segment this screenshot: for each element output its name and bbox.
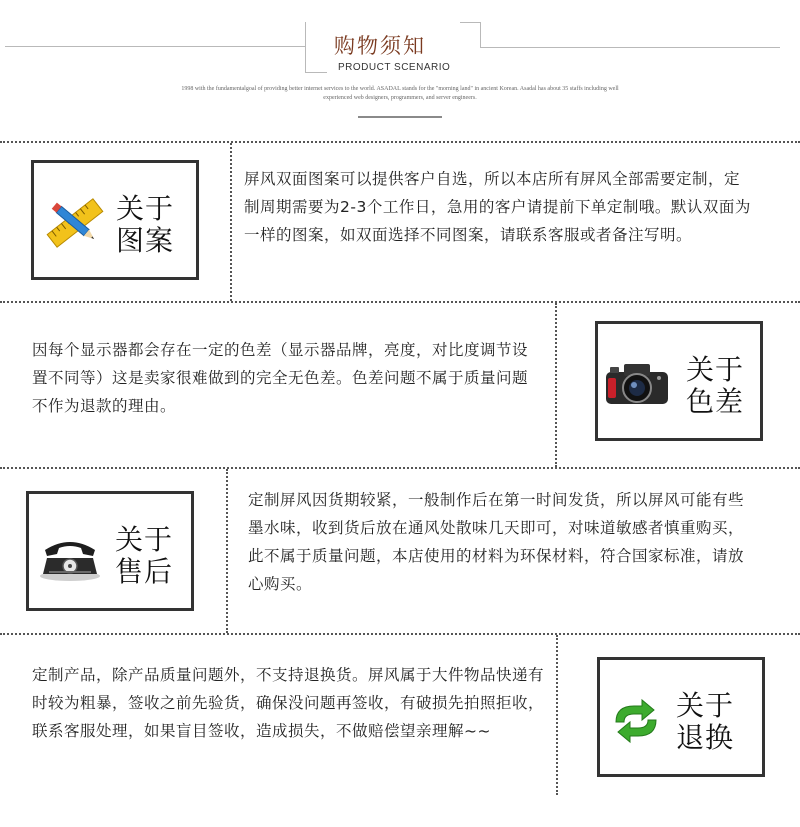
badge-pattern — [31, 160, 199, 280]
badge-aftersales — [26, 491, 194, 611]
badge-return — [597, 657, 765, 777]
badge-pattern-label: 关于 图案 — [116, 192, 175, 257]
header-rule-left — [5, 46, 305, 47]
header-bracket-left — [305, 22, 306, 72]
column-divider-3 — [226, 469, 228, 633]
section-aftersales-text: 定制屏风因货期较紧，一般制作后在第一时间发货，所以屏风可能有些墨水味，收到货后放在通风处散味几天即可，对味道敏感者慎重购买，此不属于质量问题，本店使用的材料为环保材料，符合国家标准，请放心购买。 — [248, 491, 745, 593]
page-subtitle: PRODUCT SCENARIO — [338, 62, 451, 73]
column-divider-2 — [555, 303, 557, 467]
header-bracket-right-top — [460, 22, 480, 23]
separator-3 — [0, 467, 800, 469]
header-bracket-right — [480, 22, 481, 48]
separator-4 — [0, 633, 800, 635]
refresh-arrows-icon — [608, 698, 664, 748]
header-divider-bar — [358, 116, 442, 118]
header-bracket-left-bottom — [305, 72, 327, 73]
ruler-pencil-icon — [44, 197, 106, 253]
header-blurb: 1998 with the fundamentalgoal of providing better internet services to the world. ASADAL stands for the "morning land" in ancient Korean. Asadal has about 35 staffs including well experienced web designers, programmers, and server engineers. — [181, 86, 619, 101]
section-pattern-text: 屏风双面图案可以提供客户自选，所以本店所有屏风全部需要定制，定制周期需要为2-3个工作日，急用的客户请提前下单定制哦。默认双面为一样的图案，如双面选择不同图案，请联系客服或者备注写明。 — [244, 170, 751, 244]
column-divider-1 — [230, 143, 232, 301]
badge-color-label: 关于 色差 — [686, 353, 745, 418]
badge-aftersales-label: 关于 售后 — [115, 523, 174, 588]
separator-2 — [0, 301, 800, 303]
section-color-text: 因每个显示器都会存在一定的色差（显示器品牌，亮度，对比度调节设置不同等）这是卖家很难做到的完全无色差。色差问题不属于质量问题不作为退款的理由。 — [32, 341, 529, 415]
badge-color — [595, 321, 763, 441]
camera-icon — [604, 360, 670, 412]
telephone-icon — [37, 528, 103, 586]
section-return-text: 定制产品，除产品质量问题外，不支持退换货。屏风属于大件物品快递有时较为粗暴，签收之前先验货，确保没问题再签收，有破损先拍照拒收，联系客服处理，如果盲目签收，造成损失，不做赔偿望亲理解~~ — [32, 666, 545, 740]
header-rule-right — [480, 47, 780, 48]
separator-1 — [0, 141, 800, 143]
badge-return-label: 关于 退换 — [676, 689, 735, 754]
page-title: 购物须知 — [334, 34, 426, 58]
column-divider-4 — [556, 635, 558, 795]
